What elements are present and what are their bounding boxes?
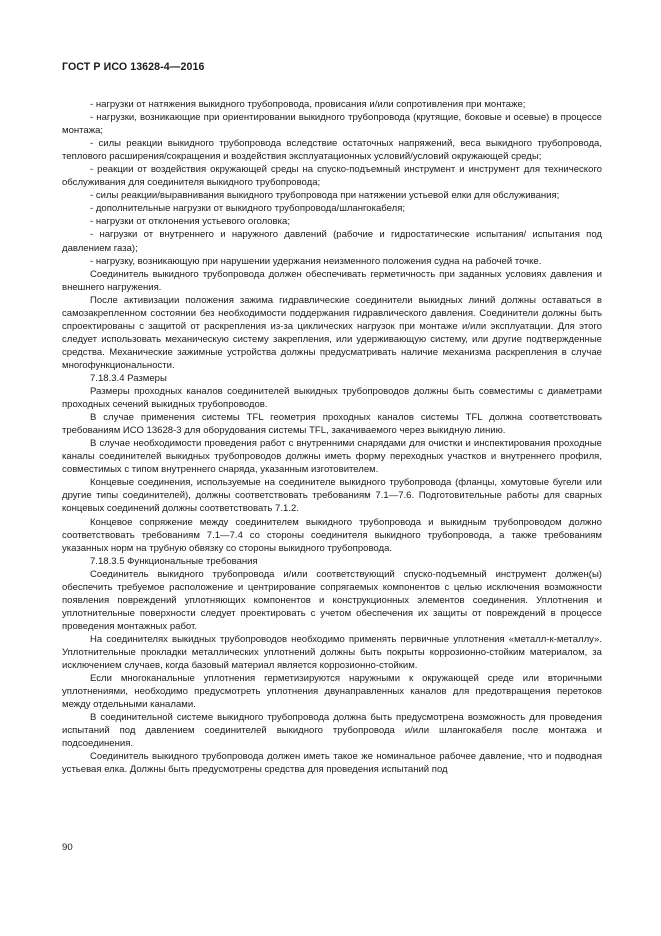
list-item: - реакции от воздействия окружающей среды на спуско-подъемный инструмент и инструмент для технического обслуживания для соединителя выкидного трубопровода; (62, 164, 602, 189)
list-item: - нагрузку, возникающую при нарушении удержания неизменного положения судна на рабочей точке. (90, 255, 542, 267)
paragraph: В соединительной системе выкидного трубопровода должна быть предусмотрена возможность для проведения испытаний под давлением соединителей выкидного трубопровода и/или шлангокабеля после монтажа и подсоединения. (62, 712, 602, 750)
paragraph: Соединитель выкидного трубопровода и/или соответствующий спуско-подъемный инструмент должен(ы) обеспечить требуемое расположение и центрирование сопрягаемых компонентов с целью исключения возможности появления повреждений уплотняющих компонентов и конструкционных элементов соединения. Уплотнения и уплотнительные поверхности следует проектировать с учетом обеспечения их защиты от повреждений в процессе проведения монтажных работ. (62, 568, 602, 632)
list-item: - силы реакции/выравнивания выкидного трубопровода при натяжении устьевой елки для обслуживания; (90, 190, 560, 202)
paragraph: Размеры проходных каналов соединителей выкидных трубопроводов должны быть совместимы с диаметрами проходных сечений выкидных трубопроводов. (62, 386, 602, 411)
paragraph: После активизации положения зажима гидравлические соединители выкидных линий должны оставаться в самозакрепленном состоянии без необходимости поддержания гидравлического давления. Соединители должны быть спроектированы с защитой от раскрепления из-за циклических нагрузок при монтаже и/или эксплуатации. Для этого следует использовать механическую систему закрепления, или удерживающую систему, или другие подтвержденные средства. Механические зажимные устройства должны предусматривать наличие механизма раскрепления в случае многофункциональности. (62, 294, 602, 371)
paragraph: Концевое сопряжение между соединителем выкидного трубопровода и выкидным трубопроводом должно соответствовать требованиям 7.1—7.4 со стороны соединителя выкидного трубопровода, а также требованиям указанных норм на трубную обвязку со стороны выкидного трубопровода. (62, 516, 602, 554)
paragraph: На соединителях выкидных трубопроводов необходимо применять первичные уплотнения «металл-к-металлу». Уплотнительные прокладки металлических уплотнений должны быть покрыты коррозионно-стойким материалом, за исключением случаев, когда базовый материал является коррозионно-стойким. (62, 633, 602, 672)
list-item: - нагрузки от натяжения выкидного трубопровода, провисания и/или сопротивления при монтаже; (90, 99, 526, 110)
standard-header: ГОСТ Р ИСО 13628-4—2016 (62, 61, 205, 73)
list-item: - нагрузки, возникающие при ориентировании выкидного трубопровода (крутящие, боковые и осевые) в процессе монтажа; (62, 112, 602, 137)
list-item: - силы реакции выкидного трубопровода вследствие остаточных напряжений, веса выкидного трубопровода, теплового расширения/сокращения и воздействия эксплуатационных условий/условий окружающей среды; (62, 138, 602, 163)
list-item: - дополнительные нагрузки от выкидного трубопровода/шлангокабеля; (90, 203, 406, 215)
section-heading: 7.18.3.4 Размеры (90, 372, 167, 384)
section-heading: 7.18.3.5 Функциональные требования (90, 555, 258, 567)
paragraph: Соединитель выкидного трубопровода должен иметь такое же номинальное рабочее давление, что и подводная устьевая елка. Должны быть предусмотрены средства для проведения испытаний под (62, 751, 602, 776)
paragraph: В случае применения системы TFL геометрия проходных каналов системы TFL должна соответствовать требованиям ИСО 13628-3 для оборудования системы TFL, закачиваемого через выкидную линию. (62, 412, 602, 437)
page-number: 90 (62, 842, 73, 853)
paragraph: Если многоканальные уплотнения герметизируются наружными к окружающей среде или вторичными уплотнениями, необходимо предусмотреть уплотнения двунаправленных каналов для предотвращения перетоков между отдельными каналами. (62, 673, 602, 711)
list-item: - нагрузки от отклонения устьевого оголовка; (90, 216, 290, 228)
body-text (62, 98, 602, 776)
paragraph: В случае необходимости проведения работ с внутренними снарядами для очистки и инспектирования проходные каналы соединителей выкидных трубопроводов должны иметь форму переходных участков и внутреннего профиля, совместимых с типом внутреннего снаряда, указанным изготовителем. (62, 438, 602, 476)
paragraph: Концевые соединения, используемые на соединителе выкидного трубопровода (фланцы, хомутовые бугели или другие типы соединителей), должны соответствовать требованиям 7.1—7.6. Подготовительные работы для сварных концевых соединений должны соответствовать 7.1.2. (62, 477, 602, 515)
paragraph: Соединитель выкидного трубопровода должен обеспечивать герметичность при заданных условиях давления и внешнего нагружения. (62, 268, 602, 293)
list-item: - нагрузки от внутреннего и наружного давлений (рабочие и гидростатические испытания/ испытания под давлением газа); (62, 229, 602, 254)
